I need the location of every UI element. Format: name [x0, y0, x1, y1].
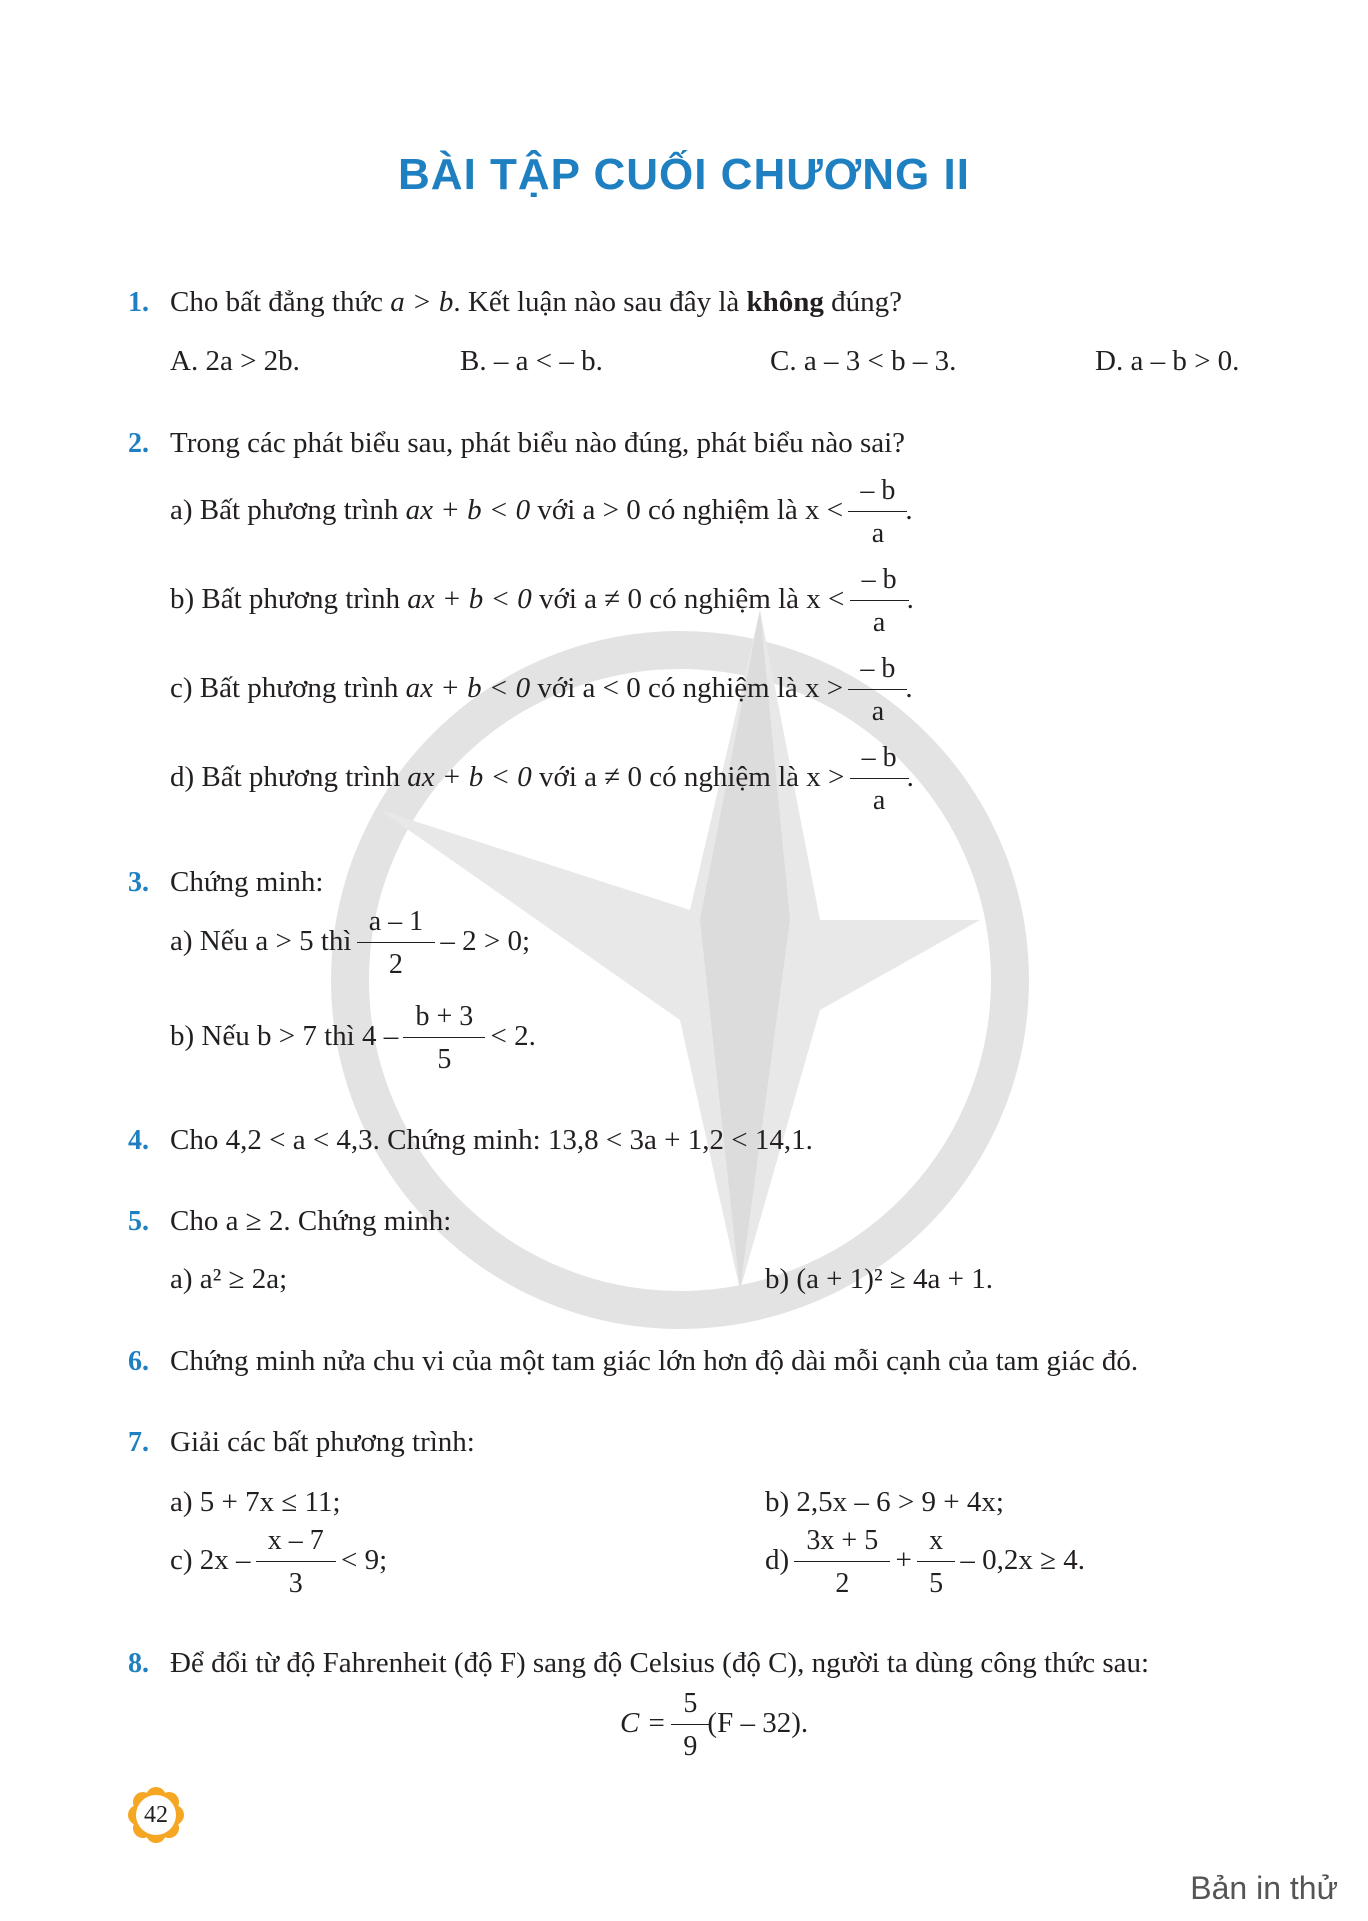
exercise-3-question: [128, 864, 323, 901]
exercise-1-question: [128, 284, 902, 321]
fraction: [677, 1690, 703, 1761]
exercise-8-question: [128, 1645, 1149, 1682]
exercise-4-question: [128, 1122, 813, 1159]
exercise-7-question: [128, 1424, 475, 1461]
conversion-formula: [620, 1690, 808, 1761]
text: +: [888, 1544, 920, 1577]
text: với a > 0 có nghiệm là x <: [530, 494, 851, 527]
text: a) Nếu a > 5 thì: [170, 925, 359, 958]
math-text: ax + b < 0: [407, 761, 532, 794]
text: với a ≠ 0 có nghiệm là x >: [531, 761, 852, 794]
statement-a: a) Bất phương trình ax + b < 0 với a > 0 có nghiệm là x < $\frac{- b}{a}$ .: [170, 475, 913, 549]
option-d: D. a – b > 0.: [1095, 345, 1240, 377]
exercise-number: 6.: [128, 1346, 149, 1377]
denominator: 2: [357, 942, 435, 979]
part-7d: [765, 1527, 1085, 1598]
fraction: [856, 744, 903, 815]
exercise-number: 4.: [128, 1125, 149, 1156]
part-3a: [170, 908, 530, 979]
fraction: [923, 1527, 949, 1598]
exercise-2-question: [128, 425, 905, 462]
exercise-number: 5.: [128, 1206, 149, 1237]
fraction: [854, 477, 901, 548]
text: – 2 > 0;: [433, 925, 531, 958]
text: Cho bất đẳng thức: [170, 286, 391, 318]
part-5b: b) (a + 1)² ≥ 4a + 1.: [765, 1263, 994, 1295]
numerator: x: [929, 1525, 944, 1556]
part-5a: a) a² ≥ 2a;: [170, 1263, 288, 1295]
fraction: [854, 655, 901, 726]
part-7c: [170, 1527, 387, 1598]
exercise-number: 8.: [128, 1648, 149, 1679]
text: . Kết luận nào sau đây là: [453, 286, 747, 318]
denominator: 3: [256, 1561, 336, 1598]
numerator: – b: [860, 475, 896, 506]
denominator: a: [848, 511, 907, 548]
bold-text: không: [746, 286, 824, 318]
part-3b: [170, 1003, 536, 1074]
text: Chứng minh nửa chu vi của một tam giác lớn hơn độ dài mỗi cạnh của tam giác đó.: [170, 1345, 1139, 1377]
text: c) Bất phương trình: [170, 672, 406, 705]
numerator: a – 1: [368, 906, 424, 937]
fraction: [409, 1003, 479, 1074]
fraction: [800, 1527, 884, 1598]
page-number-badge: [128, 1787, 184, 1843]
denominator: a: [850, 778, 909, 815]
denominator: 9: [671, 1724, 709, 1761]
math-text: a > b: [390, 286, 454, 318]
part-7a: a) 5 + 7x ≤ 11;: [170, 1486, 341, 1518]
option-b: B. – a < – b.: [460, 345, 603, 377]
text: Cho a ≥ 2. Chứng minh:: [170, 1205, 452, 1237]
math-text: C =: [620, 1707, 674, 1740]
statement-c: c) Bất phương trình ax + b < 0 với a < 0 có nghiệm là x > $\frac{- b}{a}$ .: [170, 653, 913, 727]
text: Trong các phát biểu sau, phát biểu nào đúng, phát biểu nào sai?: [170, 427, 906, 459]
fraction: [856, 566, 903, 637]
math-text: ax + b < 0: [407, 583, 532, 616]
text: với a ≠ 0 có nghiệm là x <: [531, 583, 852, 616]
numerator: x – 7: [267, 1525, 324, 1556]
text: (F – 32).: [707, 1707, 809, 1740]
math-text: ax + b < 0: [405, 494, 531, 527]
statement-d: d) Bất phương trình ax + b < 0 với a ≠ 0 có nghiệm là x > $\frac{- b}{a}$ .: [170, 742, 914, 816]
denominator: 5: [403, 1037, 485, 1074]
print-proof-label: Bản in thử: [1190, 1870, 1338, 1906]
text: b) Bất phương trình: [170, 583, 408, 616]
text: Cho 4,2 < a < 4,3. Chứng minh: 13,8 < 3a + 1,2 < 14,1.: [170, 1124, 813, 1156]
option-a: A. 2a > 2b.: [170, 345, 300, 377]
numerator: – b: [861, 742, 897, 773]
exercise-number: 3.: [128, 867, 149, 898]
exercise-5-question: [128, 1203, 451, 1240]
exercise-number: 2.: [128, 428, 149, 459]
text: Giải các bất phương trình:: [170, 1426, 475, 1458]
numerator: – b: [861, 564, 897, 595]
text: – 0,2x ≥ 4.: [953, 1544, 1085, 1577]
text: b) Nếu b > 7 thì 4 –: [170, 1020, 406, 1053]
exercise-number: 1.: [128, 287, 149, 318]
text: đúng?: [823, 286, 903, 318]
exercise-number: 7.: [128, 1427, 149, 1458]
text: d): [765, 1544, 797, 1577]
math-text: ax + b < 0: [405, 672, 531, 705]
numerator: – b: [860, 653, 896, 684]
text: Để đổi từ độ Fahrenheit (độ F) sang độ Celsius (độ C), người ta dùng công thức sau:: [170, 1647, 1150, 1679]
statement-b: b) Bất phương trình ax + b < 0 với a ≠ 0 có nghiệm là x < $\frac{- b}{a}$ .: [170, 564, 914, 638]
text: < 2.: [483, 1020, 536, 1053]
text: Chứng minh:: [170, 866, 324, 898]
option-c: C. a – 3 < b – 3.: [770, 345, 957, 377]
numerator: b + 3: [415, 1001, 474, 1032]
denominator: a: [848, 689, 907, 726]
denominator: 2: [794, 1561, 890, 1598]
text: với a < 0 có nghiệm là x >: [530, 672, 851, 705]
numerator: 5: [683, 1688, 698, 1719]
part-7b: b) 2,5x – 6 > 9 + 4x;: [765, 1486, 1004, 1518]
denominator: a: [850, 600, 909, 637]
denominator: 5: [917, 1561, 955, 1598]
text: < 9;: [333, 1544, 388, 1577]
page-number: 42: [144, 1802, 168, 1828]
text: a) Bất phương trình: [170, 494, 406, 527]
page-title: BÀI TẬP CUỐI CHƯƠNG II: [398, 150, 970, 199]
exercise-6-question: [128, 1343, 1138, 1380]
fraction: [363, 908, 429, 979]
fraction: [262, 1527, 330, 1598]
numerator: 3x + 5: [806, 1525, 879, 1556]
text: c) 2x –: [170, 1544, 258, 1577]
text: d) Bất phương trình: [170, 761, 408, 794]
